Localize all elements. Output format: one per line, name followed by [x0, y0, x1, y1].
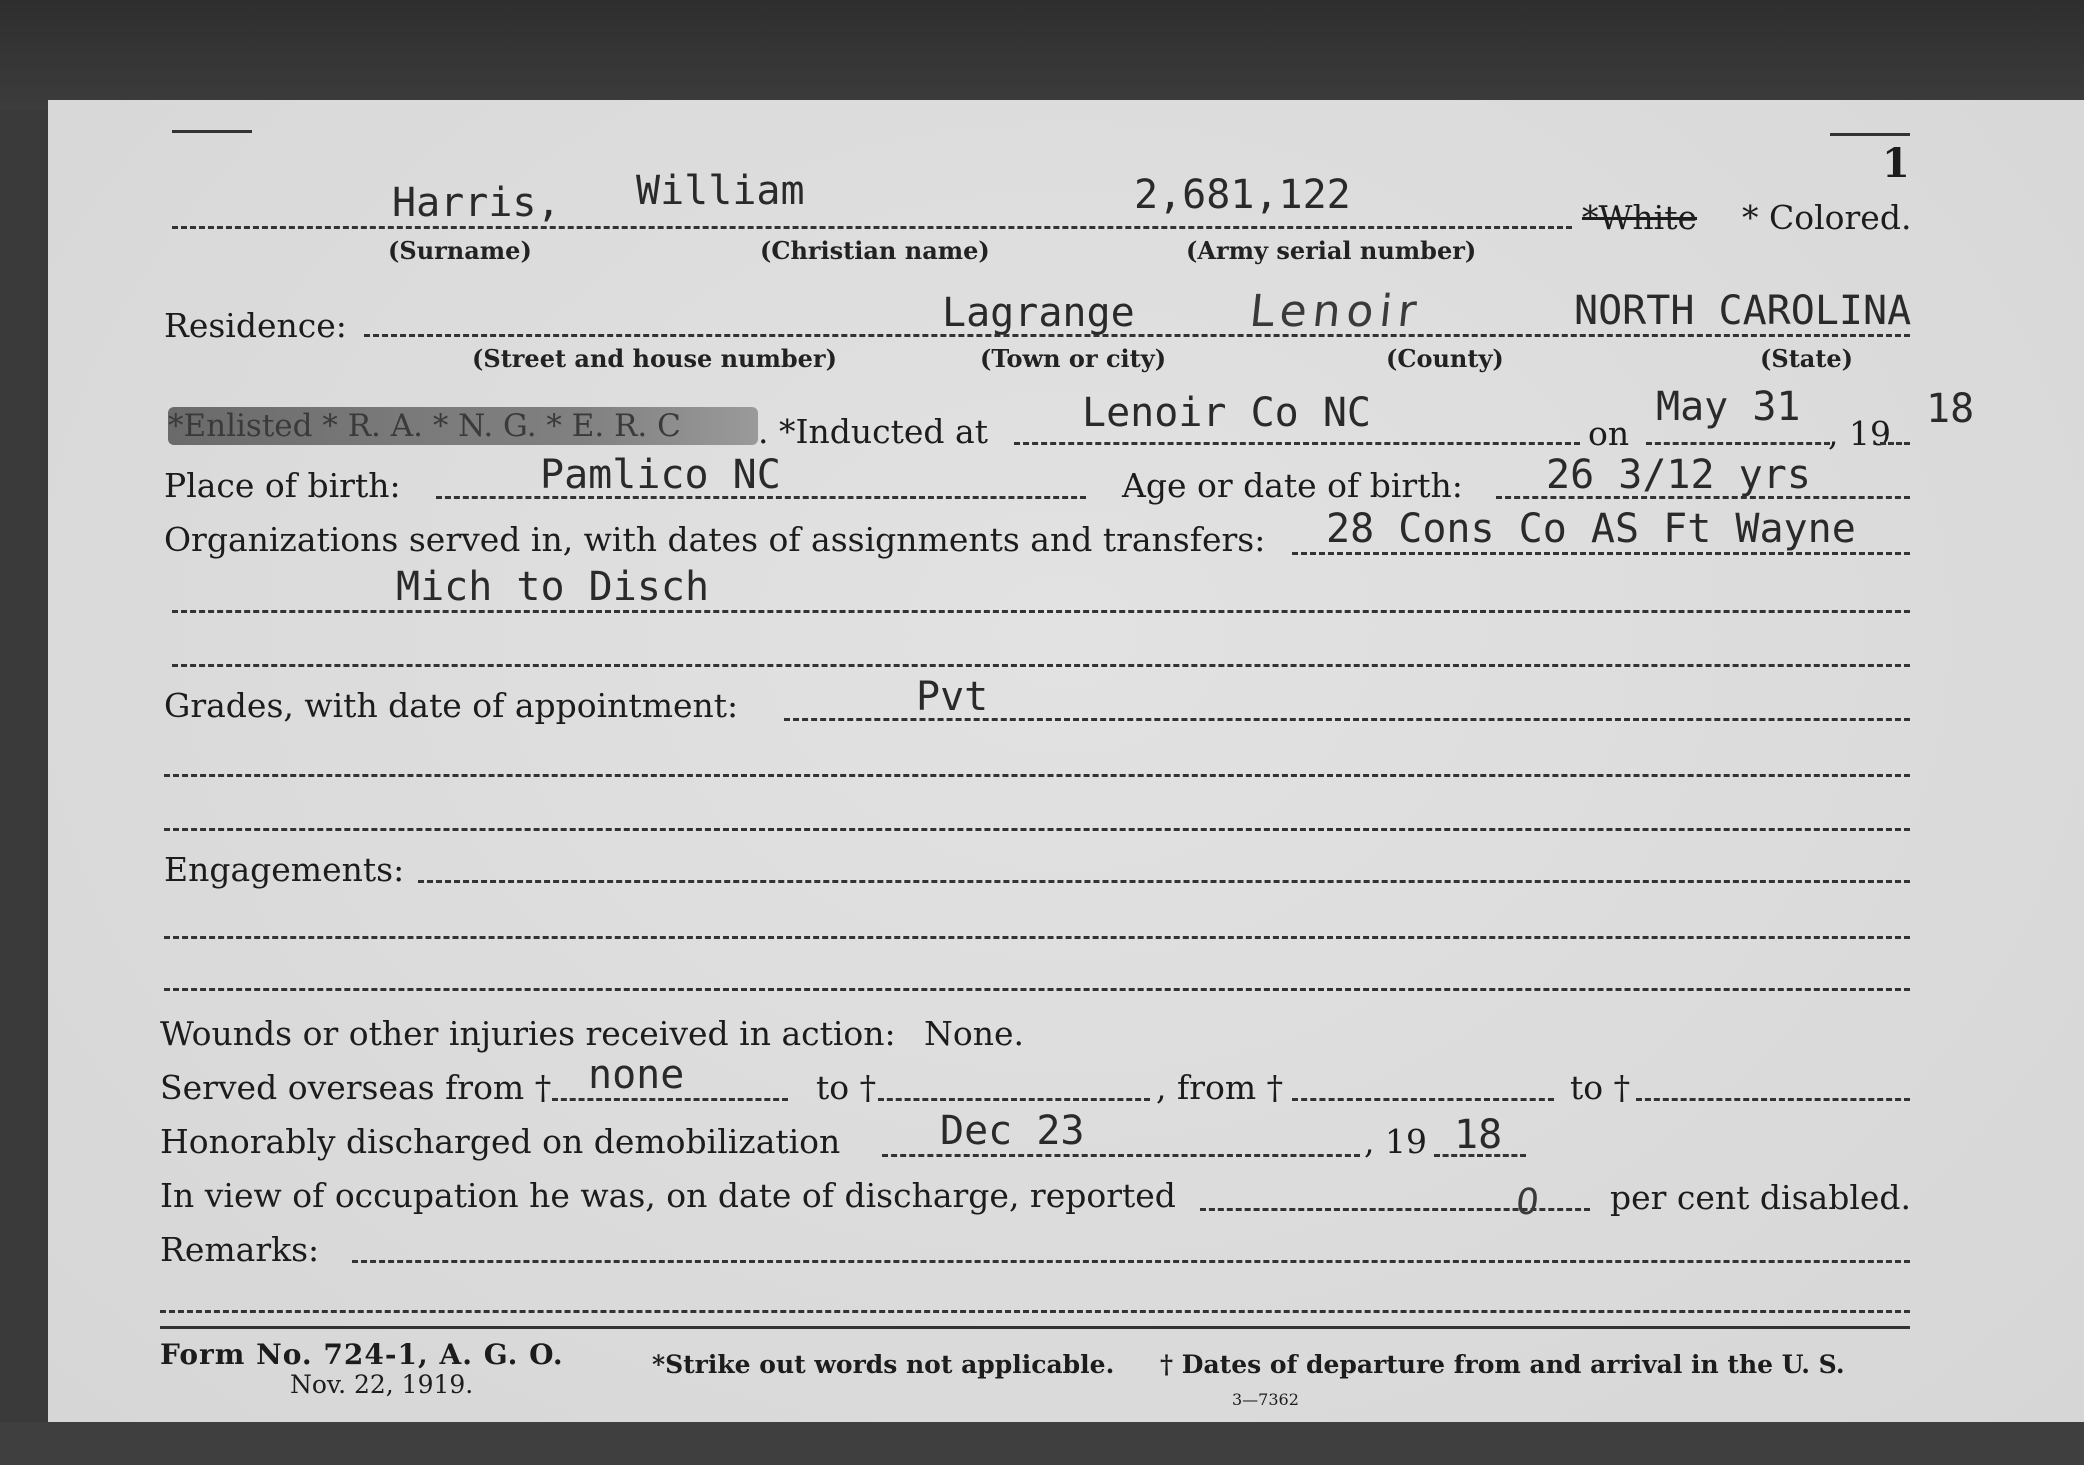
county-caption: (County) [1386, 344, 1504, 373]
organizations-value-1: 28 Cons Co AS Ft Wayne [1326, 506, 1856, 552]
town-caption: (Town or city) [980, 344, 1167, 373]
army-serial-caption: (Army serial number) [1186, 236, 1477, 265]
overseas-to-line-2 [1636, 1098, 1910, 1101]
inducted-label: . *Inducted at [758, 412, 988, 451]
grades-line-3 [164, 828, 1910, 831]
overseas-from-label-2: , from † [1156, 1068, 1284, 1107]
wounds-label: Wounds or other injuries received in action: [160, 1014, 896, 1053]
discharge-label: Honorably discharged on demobilization [160, 1122, 841, 1161]
discharge-date-value: Dec 23 [940, 1108, 1085, 1154]
age-label: Age or date of birth: [1122, 466, 1463, 505]
induction-year-value: 18 [1926, 386, 1975, 432]
dates-note: † Dates of departure from and arrival in the U. S. [1160, 1350, 1845, 1379]
organizations-line-2 [172, 610, 1910, 613]
overseas-to-line-1 [878, 1098, 1150, 1101]
white-label: *White [1582, 198, 1698, 237]
engagements-line-2 [164, 936, 1910, 939]
organizations-line-1 [1292, 552, 1910, 555]
overseas-to-label-2: to † [1570, 1068, 1631, 1107]
residence-label: Residence: [164, 306, 347, 345]
card-number: 1 [1882, 140, 1910, 187]
organizations-label: Organizations served in, with dates of assignments and transfers: [164, 520, 1266, 559]
age-value: 26 3/12 yrs [1546, 452, 1811, 498]
induction-year-prefix: , 19 [1828, 414, 1891, 453]
surname-caption: (Surname) [388, 236, 532, 265]
occupation-label: In view of occupation he was, on date of discharge, reported [160, 1176, 1176, 1215]
strike-out-note: *Strike out words not applicable. [652, 1350, 1115, 1379]
grades-line-2 [164, 774, 1910, 777]
disabled-label: per cent disabled. [1610, 1178, 1912, 1217]
inducted-place-value: Lenoir Co NC [1082, 390, 1371, 436]
remarks-label: Remarks: [160, 1230, 320, 1269]
top-left-rule [172, 130, 252, 133]
residence-line [364, 334, 1910, 337]
inducted-line [1014, 442, 1580, 445]
remarks-line-1 [352, 1260, 1910, 1263]
form-number: Form No. 724-1, A. G. O. [160, 1338, 564, 1371]
redacted-enlistment-options [168, 407, 758, 445]
overseas-from-line [552, 1098, 788, 1101]
surname-value: Harris, [392, 180, 561, 226]
induction-date-line [1646, 442, 1830, 445]
engagements-line-3 [164, 988, 1910, 991]
county-value: Lenoir [1247, 286, 1425, 337]
top-right-rule [1830, 133, 1910, 136]
grades-value: Pvt [916, 674, 989, 720]
christian-name-value: William [636, 168, 805, 214]
birthplace-value: Pamlico NC [540, 452, 781, 498]
overseas-from-label: Served overseas from † [160, 1068, 552, 1107]
on-label: on [1588, 414, 1630, 453]
form-date: Nov. 22, 1919. [290, 1370, 474, 1399]
footer-rule [160, 1326, 1910, 1329]
induction-date-value: May 31 [1656, 384, 1801, 430]
print-code: 3—7362 [1232, 1390, 1299, 1409]
overseas-from-line-2 [1292, 1098, 1554, 1101]
induction-year-line [1880, 442, 1910, 445]
name-line [172, 226, 1572, 229]
organizations-value-2: Mich to Disch [396, 564, 710, 610]
organizations-line-3 [172, 664, 1910, 667]
discharge-date-line [882, 1154, 1360, 1157]
christian-name-caption: (Christian name) [760, 236, 990, 265]
state-caption: (State) [1760, 344, 1854, 373]
grades-label: Grades, with date of appointment: [164, 686, 739, 725]
disabled-value: 0 [1513, 1182, 1548, 1223]
engagements-line-1 [418, 880, 1910, 883]
town-value: Lagrange [942, 290, 1135, 336]
army-serial-value: 2,681,122 [1134, 172, 1351, 218]
discharge-year-prefix: , 19 [1364, 1122, 1427, 1161]
birthplace-label: Place of birth: [164, 466, 401, 505]
remarks-line-2 [160, 1310, 1910, 1313]
scan-background-bottom [0, 1422, 2084, 1465]
scan-background-top [0, 0, 2084, 110]
discharge-year-value: 18 [1454, 1112, 1503, 1158]
overseas-from-value: none [588, 1052, 685, 1098]
wounds-value: None. [924, 1014, 1025, 1053]
street-caption: (Street and house number) [472, 344, 837, 373]
colored-label: * Colored. [1742, 198, 1912, 237]
enlistment-options-text: *Enlisted * R. A. * N. G. * E. R. C [168, 408, 681, 444]
state-value: NORTH CAROLINA [1574, 288, 1912, 334]
engagements-label: Engagements: [164, 850, 405, 889]
overseas-to-label-1: to † [816, 1068, 877, 1107]
